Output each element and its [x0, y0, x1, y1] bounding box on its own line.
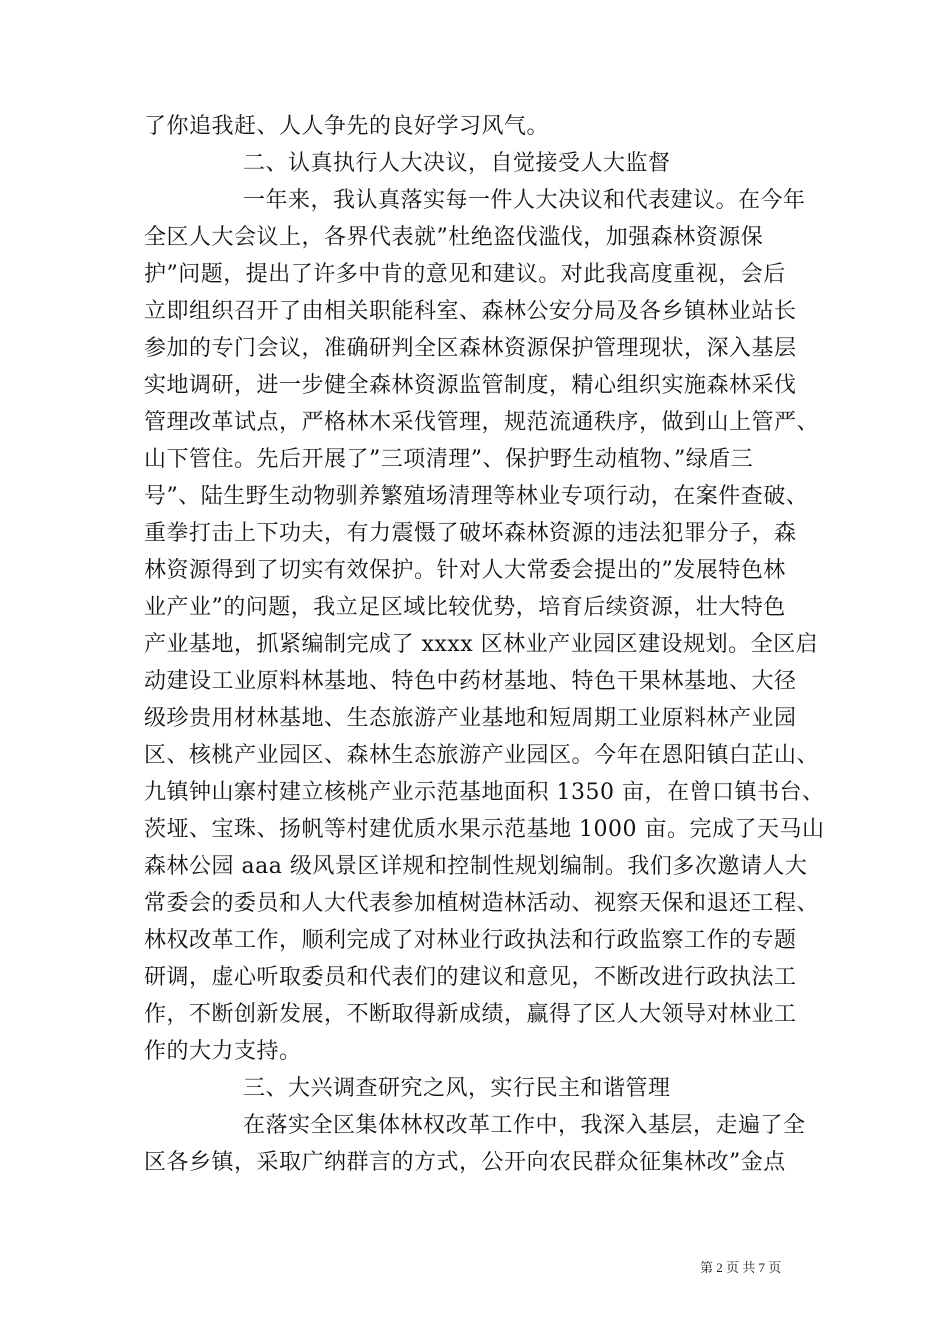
text-line: 森林公园 aaa 级风景区详规和控制性规划编制。我们多次邀请人大: [144, 854, 808, 879]
text-line: 管理改革试点，严格林木采伐管理，规范流通秩序，做到山上管严、: [144, 410, 820, 435]
text-line: 全区人大会议上，各界代表就”杜绝盗伐滥伐，加强森林资源保: [144, 225, 764, 250]
text-line: 作的大力支持。: [144, 1039, 302, 1064]
text-line: 常委会的委员和人大代表参加植树造林活动、视察天保和退还工程、: [144, 891, 820, 916]
text-line: 重拳打击上下功夫，有力震慑了破坏森林资源的违法犯罪分子，森: [144, 521, 797, 546]
text-line: 号”、陆生野生动物驯养繁殖场清理等林业专项行动，在案件查破、: [144, 484, 809, 509]
text-line: 业产业”的问题，我立足区域比较优势，培育后续资源，壮大特色: [144, 595, 786, 620]
text-line: 茨垭、宝珠、扬帆等村建优质水果示范基地 1000 亩。完成了天马山: [144, 817, 825, 842]
text-line: 研调，虚心听取委员和代表们的建议和意见，不断改进行政执法工: [144, 965, 797, 990]
text-line: 林资源得到了切实有效保护。针对人大常委会提出的”发展特色林: [144, 558, 786, 583]
text-line: 级珍贵用材林基地、生态旅游产业基地和短周期工业原料林产业园: [144, 706, 797, 731]
text-line: 九镇钟山寨村建立核桃产业示范基地面积 1350 亩，在曾口镇书台、: [144, 780, 825, 805]
text-line: 林权改革工作，顺利完成了对林业行政执法和行政监察工作的专题: [144, 928, 797, 953]
text-line: 动建设工业原料林基地、特色中药材基地、特色干果林基地、大径: [144, 669, 797, 694]
text-line: 作，不断创新发展，不断取得新成绩，赢得了区人大领导对林业工: [144, 1002, 797, 1027]
text-line: 参加的专门会议，准确研判全区森林资源保护管理现状，深入基层: [144, 336, 797, 361]
text-line: 山下管住。先后开展了”三项清理”、保护野生动植物、”绿盾三: [144, 447, 754, 472]
text-line: 区、核桃产业园区、森林生态旅游产业园区。今年在恩阳镇白芷山、: [144, 743, 820, 768]
text-line: 产业基地，抓紧编制完成了 xxxx 区林业产业园区建设规划。全区启: [144, 632, 819, 657]
text-line: 了你追我赶、人人争先的良好学习风气。: [144, 114, 550, 139]
page-number-footer: 第 2 页 共 7 页: [700, 1260, 782, 1275]
text-line: 实地调研，进一步健全森林资源监管制度，精心组织实施森林采伐: [144, 373, 797, 398]
text-line: 立即组织召开了由相关职能科室、森林公安分局及各乡镇林业站长: [144, 299, 797, 324]
section-heading: 三、大兴调查研究之风，实行民主和谐管理: [243, 1076, 671, 1101]
text-line: 在落实全区集体林权改革工作中，我深入基层，走遍了全: [243, 1113, 806, 1138]
text-line: 一年来，我认真落实每一件人大决议和代表建议。在今年: [243, 188, 806, 213]
text-line: 区各乡镇，采取广纳群言的方式，公开向农民群众征集林改”金点: [144, 1150, 786, 1175]
text-line: 护”问题，提出了许多中肯的意见和建议。对此我高度重视，会后: [144, 262, 786, 287]
section-heading: 二、认真执行人大决议，自觉接受人大监督: [243, 151, 671, 176]
